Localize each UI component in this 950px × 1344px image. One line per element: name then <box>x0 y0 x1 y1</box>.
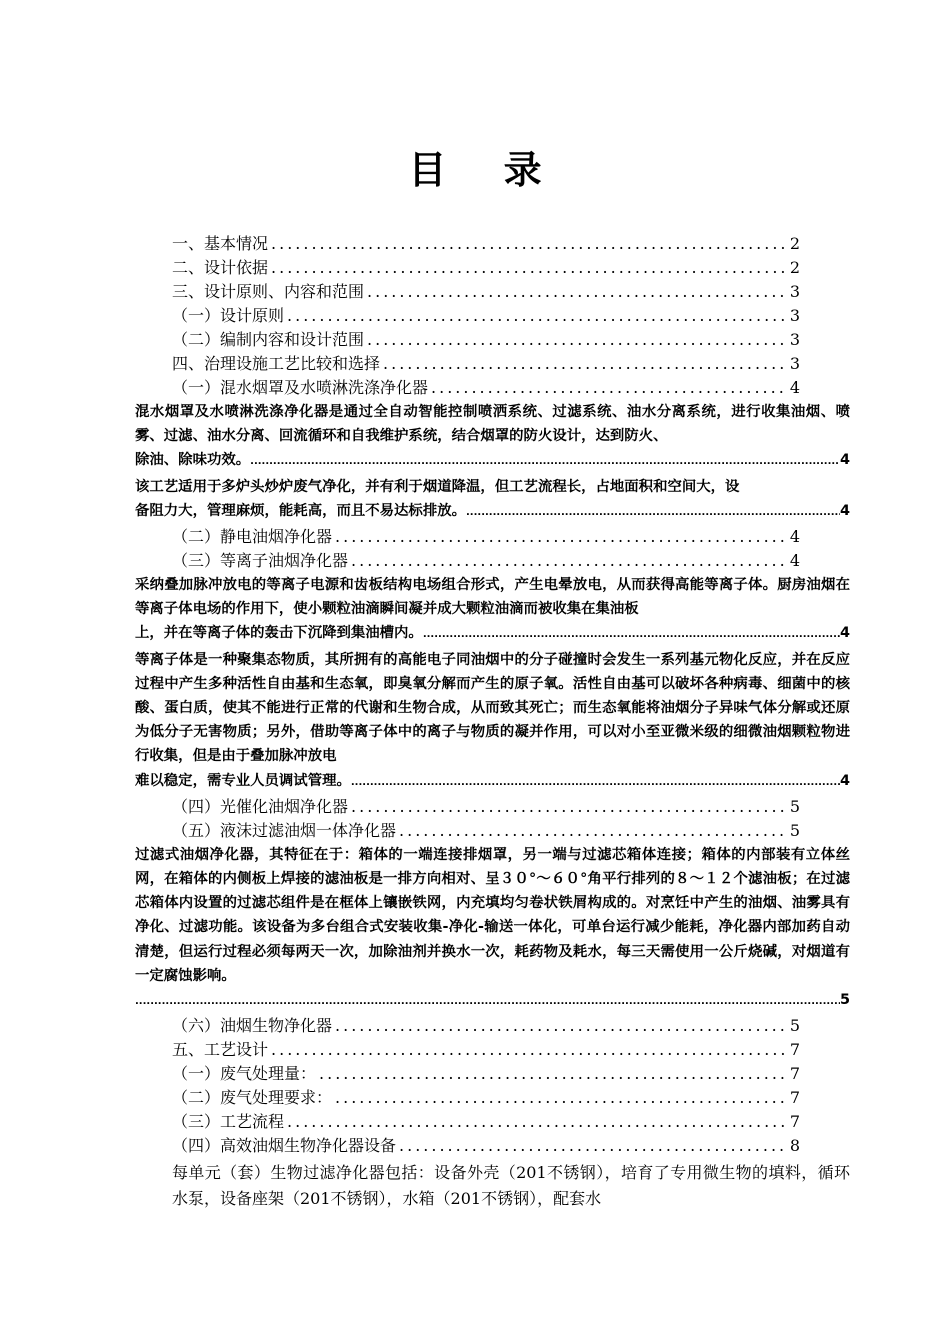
toc-page-number: 4 <box>789 551 800 571</box>
toc-leader-dots <box>351 795 787 819</box>
toc-entry-title: （二）废气处理要求： <box>172 1088 333 1108</box>
toc-page-number: 8 <box>789 1136 800 1156</box>
toc-leader-dots <box>367 328 787 352</box>
toc-entry-title: 三、设计原则、内容和范围 <box>172 282 365 301</box>
toc-page-number: 7 <box>789 1088 800 1108</box>
toc-leader-dots <box>287 1110 787 1134</box>
toc-page-number: 5 <box>789 796 800 816</box>
toc-paragraph-text: 过滤式油烟净化器，其特征在于：箱体的一端连接排烟罩，另一端与过滤芯箱体连接；箱体的内部装有立体丝网，在箱体的内侧板上焊接的滤油板是一排方向相对、呈３０°～６０°角平行排列的８～１２个滤油板；在过滤芯箱体内设置的过滤芯组件是在框体上镶嵌铁网，内充填均匀卷状铁屑构成的。对烹饪中产生的油烟、油雾具有净化、过滤功能。该设备为多台组合式安装收集-净化-输送一体化，可单台运行减少能耗，净化器内部加药自动清楚，但运行过程必须每两天一次，加除油剂并换水一次，耗药物及耗水，每三天需使用一公斤烧碱，对烟道有一定腐蚀影响。 <box>135 846 850 984</box>
toc-leader-dots <box>466 501 840 525</box>
toc-leader-dots <box>319 1062 787 1086</box>
toc-entry-title: （二）静电油烟净化器 <box>172 527 333 547</box>
toc-page-number: 4 <box>789 527 800 547</box>
toc-page-number: 5 <box>789 1016 800 1036</box>
toc-entry[interactable] <box>172 280 800 304</box>
toc-leader-dots <box>423 623 840 647</box>
toc-entry-title: 一、基本情况 <box>172 234 269 253</box>
toc-paragraph-entry[interactable] <box>135 648 850 795</box>
toc-page-number: 3 <box>789 354 800 373</box>
toc-page-number: 7 <box>789 1064 800 1084</box>
toc-paragraph-lastline-text: 难以稳定，需专业人员调试管理。 <box>135 772 351 789</box>
toc-page-number: 4 <box>789 378 800 397</box>
toc-page-number: 5 <box>789 820 800 840</box>
toc-entry-title: （一）废气处理量： <box>172 1064 317 1084</box>
toc-entry[interactable] <box>172 352 800 376</box>
toc-paragraph-lastline <box>135 621 850 647</box>
toc-paragraph-entry[interactable] <box>135 475 850 525</box>
toc-page-number: 7 <box>789 1112 800 1132</box>
toc-page-number: 3 <box>789 282 800 301</box>
toc-paragraph-lastline-text: 备阻力大，管理麻烦，能耗高，而且不易达标排放。 <box>135 502 466 519</box>
toc-leader-dots <box>383 352 787 376</box>
toc-leader-dots <box>335 525 787 549</box>
toc-entry[interactable] <box>172 1014 800 1038</box>
toc-paragraph-text: 该工艺适用于多炉头炒炉废气净化，并有利于烟道降温，但工艺流程长，占地面积和空间大，设 <box>135 478 740 495</box>
toc-entry-title: （四）光催化油烟净化器 <box>172 796 349 816</box>
toc-paragraph-entry[interactable] <box>135 573 850 648</box>
toc-paragraph-lastline <box>135 769 850 795</box>
toc-page-number: 7 <box>789 1040 800 1060</box>
toc-paragraph-lastline <box>135 499 850 525</box>
toc-paragraph-lastline <box>135 448 850 474</box>
body-paragraph: 每单元（套）生物过滤净化器包括：设备外壳（201不锈钢），培育了专用微生物的填料，循环水泵，设备座架（201不锈钢），水箱（201不锈钢），配套水 <box>172 1163 850 1209</box>
toc-entry[interactable] <box>172 328 800 352</box>
toc-entry[interactable] <box>172 1110 800 1134</box>
toc-entry-title: 五、工艺设计 <box>172 1040 269 1060</box>
toc-paragraph-text: 采纳叠加脉冲放电的等离子电源和齿板结构电场组合形式，产生电晕放电，从而获得高能等离子体。厨房油烟在等离子体电场的作用下，使小颗粒油滴瞬间凝并成大颗粒油滴而被收集在集油板 <box>135 577 850 618</box>
toc-entry[interactable] <box>172 304 800 328</box>
toc-page-number: 3 <box>789 330 800 349</box>
toc-entry[interactable] <box>172 1062 800 1086</box>
toc-paragraph-entry[interactable] <box>135 400 850 475</box>
toc-entry-title: （六）油烟生物净化器 <box>172 1016 333 1036</box>
toc-page-number: 4 <box>839 772 850 789</box>
toc-leader-dots <box>135 990 840 1014</box>
table-of-contents <box>0 232 950 1212</box>
toc-leader-dots <box>271 256 787 280</box>
toc-page-number: 2 <box>789 234 800 253</box>
toc-leader-dots <box>335 1014 787 1038</box>
toc-leader-dots <box>287 304 787 328</box>
toc-entry-title: （二）编制内容和设计范围 <box>172 330 365 349</box>
toc-entry-title: 二、设计依据 <box>172 258 269 277</box>
toc-page-number: 2 <box>789 258 800 277</box>
toc-entry-title: （三）等离子油烟净化器 <box>172 551 349 571</box>
toc-paragraph-entry[interactable] <box>135 843 850 1014</box>
toc-leader-dots <box>399 1134 787 1158</box>
toc-leader-dots <box>335 1086 787 1110</box>
toc-paragraph-text: 等离子体是一种聚集态物质，其所拥有的高能电子同油烟中的分子碰撞时会发生一系列基元物化反应，并在反应过程中产生多种活性自由基和生态氧，即臭氧分解而产生的原子氧。活性自由基可以破坏各种病毒、细菌中的核酸、蛋白质，使其不能进行正常的代谢和生物合成，从而致其死亡；而生态氧能将油烟分子异味气体分解或还原为低分子无害物质；另外，借助等离子体中的离子与物质的凝并作用，可以对小至亚微米级的细微油烟颗粒物进行收集，但是由于叠加脉冲放电 <box>135 651 850 765</box>
toc-entry[interactable] <box>172 256 800 280</box>
toc-leader-dots <box>250 450 840 474</box>
toc-entry[interactable] <box>172 1086 800 1110</box>
toc-entry-title: （五）液沫过滤油烟一体净化器 <box>172 820 397 840</box>
toc-page-number: 5 <box>839 992 850 1009</box>
toc-entry-title: （一）混水烟罩及水喷淋洗涤净化器 <box>172 378 429 397</box>
toc-leader-dots <box>431 376 787 400</box>
toc-entry-title: （一）设计原则 <box>172 306 285 325</box>
toc-leader-dots <box>367 280 787 304</box>
toc-leader-dots <box>271 232 787 256</box>
toc-entry-title: （四）高效油烟生物净化器设备 <box>172 1136 397 1156</box>
toc-page-number: 3 <box>789 306 800 325</box>
toc-entry[interactable] <box>172 376 800 400</box>
toc-entry[interactable] <box>172 232 800 256</box>
toc-entry[interactable] <box>172 549 800 573</box>
toc-entry[interactable] <box>172 1134 800 1158</box>
toc-leader-dots <box>399 819 787 843</box>
toc-entry[interactable] <box>172 795 800 819</box>
toc-entry[interactable] <box>172 1038 800 1062</box>
toc-paragraph-text: 混水烟罩及水喷淋洗涤净化器是通过全自动智能控制喷洒系统、过滤系统、油水分离系统，进行收集油烟、喷雾、过滤、油水分离、回流循环和自我维护系统，结合烟罩的防火设计，达到防火、 <box>135 404 850 445</box>
toc-page-number: 4 <box>839 625 850 642</box>
toc-entry[interactable] <box>172 819 800 843</box>
toc-paragraph-lastline <box>135 988 850 1014</box>
toc-leader-dots <box>271 1038 787 1062</box>
toc-entry[interactable] <box>172 525 800 549</box>
toc-entry-title: 四、治理设施工艺比较和选择 <box>172 354 381 373</box>
toc-title: 目 录 <box>408 148 564 192</box>
toc-page-number: 4 <box>839 502 850 519</box>
toc-paragraph-lastline-text: 上，并在等离子体的轰击下沉降到集油槽内。 <box>135 625 423 642</box>
toc-leader-dots <box>351 771 840 795</box>
toc-leader-dots <box>351 549 787 573</box>
toc-entry-title: （三）工艺流程 <box>172 1112 285 1132</box>
toc-paragraph-lastline-text: 除油、除味功效。 <box>135 452 251 469</box>
toc-page-number: 4 <box>839 452 850 469</box>
